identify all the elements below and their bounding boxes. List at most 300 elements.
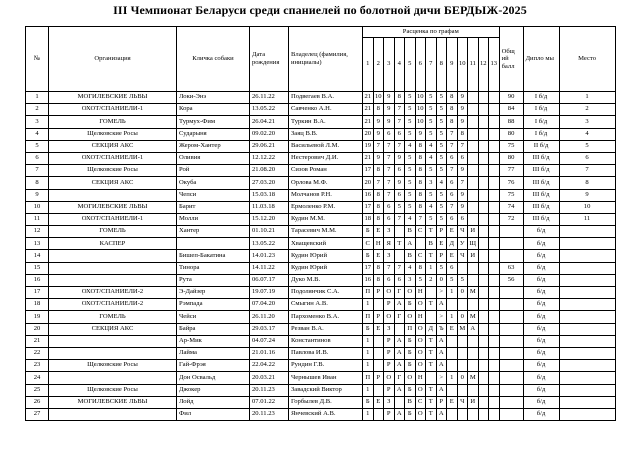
birth-date-cell: 09.02.20 bbox=[250, 128, 289, 140]
grid-score-cell bbox=[478, 226, 489, 238]
grid-score-cell: > bbox=[436, 311, 447, 323]
grid-score-cell bbox=[489, 116, 500, 128]
header-grid-scores: Расценка по графам bbox=[363, 27, 500, 38]
grid-score-cell: 5 bbox=[436, 201, 447, 213]
grid-score-cell: 5 bbox=[405, 152, 416, 164]
organization-cell bbox=[49, 335, 177, 347]
grid-score-cell: А bbox=[436, 360, 447, 372]
birth-date-cell: 20.11.23 bbox=[250, 408, 289, 420]
dog-name-cell: Байра bbox=[177, 323, 250, 335]
grid-score-cell bbox=[457, 299, 468, 311]
dog-name-cell: Барит bbox=[177, 201, 250, 213]
header-grid-col: 9 bbox=[447, 38, 458, 92]
organization-cell: Щелковские Росы bbox=[49, 384, 177, 396]
owner-cell: Павлова И.В. bbox=[289, 347, 363, 359]
grid-score-cell: 7 bbox=[447, 165, 458, 177]
diploma-cell: б/д bbox=[523, 262, 559, 274]
grid-score-cell: Б bbox=[405, 299, 416, 311]
birth-date-cell: 21.08.20 bbox=[250, 165, 289, 177]
total-score-cell: 77 bbox=[499, 165, 523, 177]
owner-cell: Тарасевич М.М. bbox=[289, 226, 363, 238]
grid-score-cell: 9 bbox=[384, 116, 395, 128]
grid-score-cell bbox=[478, 165, 489, 177]
row-number: 8 bbox=[26, 177, 49, 189]
grid-score-cell: 1 bbox=[363, 347, 374, 359]
grid-score-cell: 5 bbox=[436, 189, 447, 201]
grid-score-cell: П bbox=[363, 311, 374, 323]
grid-score-cell bbox=[468, 128, 479, 140]
grid-score-cell: 4 bbox=[405, 140, 416, 152]
grid-score-cell: 8 bbox=[447, 116, 458, 128]
grid-score-cell: 5 bbox=[405, 189, 416, 201]
grid-score-cell: > bbox=[436, 287, 447, 299]
owner-cell: Горбылев Д.В. bbox=[289, 396, 363, 408]
grid-score-cell: О bbox=[405, 287, 416, 299]
total-score-cell: 56 bbox=[499, 274, 523, 286]
grid-score-cell: 10 bbox=[415, 116, 426, 128]
grid-score-cell: 5 bbox=[436, 213, 447, 225]
table-row bbox=[26, 226, 616, 238]
grid-score-cell: 6 bbox=[384, 274, 395, 286]
grid-score-cell bbox=[468, 152, 479, 164]
grid-score-cell: Б bbox=[405, 384, 416, 396]
table-row bbox=[26, 384, 616, 396]
organization-cell bbox=[49, 347, 177, 359]
dog-name-cell: Гай-Фрэя bbox=[177, 360, 250, 372]
grid-score-cell bbox=[373, 360, 384, 372]
dog-name-cell: Чепси bbox=[177, 189, 250, 201]
grid-score-cell bbox=[468, 335, 479, 347]
grid-score-cell: 9 bbox=[415, 128, 426, 140]
grid-score-cell: З bbox=[384, 250, 395, 262]
total-score-cell: 63 bbox=[499, 262, 523, 274]
total-score-cell bbox=[499, 226, 523, 238]
grid-score-cell bbox=[394, 250, 405, 262]
owner-cell: Завадский Виктор bbox=[289, 384, 363, 396]
row-number: 19 bbox=[26, 311, 49, 323]
total-score-cell: 90 bbox=[499, 92, 523, 104]
grid-score-cell bbox=[489, 347, 500, 359]
header-num: № bbox=[26, 27, 49, 92]
organization-cell: СЕКЦИЯ АКС bbox=[49, 177, 177, 189]
grid-score-cell: Т bbox=[426, 250, 437, 262]
table-row bbox=[26, 128, 616, 140]
organization-cell: СЕКЦИЯ АКС bbox=[49, 140, 177, 152]
diploma-cell: II б/д bbox=[523, 140, 559, 152]
dog-name-cell: Рой bbox=[177, 165, 250, 177]
grid-score-cell bbox=[457, 360, 468, 372]
grid-score-cell: Б bbox=[363, 396, 374, 408]
header-grid-col: 3 bbox=[384, 38, 395, 92]
row-number: 13 bbox=[26, 238, 49, 250]
grid-score-cell: А bbox=[436, 335, 447, 347]
grid-score-cell bbox=[489, 226, 500, 238]
place-cell bbox=[559, 360, 615, 372]
grid-score-cell: Б bbox=[405, 360, 416, 372]
grid-score-cell: 8 bbox=[394, 92, 405, 104]
diploma-cell: б/д bbox=[523, 335, 559, 347]
birth-date-cell: 20.11.23 bbox=[250, 384, 289, 396]
grid-score-cell: А bbox=[394, 347, 405, 359]
header-diploma: Дипло мы bbox=[523, 27, 559, 92]
owner-cell: Молчанов Р.Н. bbox=[289, 189, 363, 201]
grid-score-cell: Т bbox=[426, 384, 437, 396]
grid-score-cell bbox=[447, 347, 458, 359]
birth-date-cell: 12.12.22 bbox=[250, 152, 289, 164]
header-grid-col: 1 bbox=[363, 38, 374, 92]
birth-date-cell: 22.04.22 bbox=[250, 360, 289, 372]
diploma-cell: б/д bbox=[523, 238, 559, 250]
grid-score-cell bbox=[468, 165, 479, 177]
row-number: 23 bbox=[26, 360, 49, 372]
row-number: 3 bbox=[26, 116, 49, 128]
row-number: 4 bbox=[26, 128, 49, 140]
place-cell bbox=[559, 347, 615, 359]
place-cell: 1 bbox=[559, 92, 615, 104]
table-row bbox=[26, 152, 616, 164]
table-row bbox=[26, 140, 616, 152]
grid-score-cell: 8 bbox=[415, 189, 426, 201]
grid-score-cell: 8 bbox=[415, 152, 426, 164]
grid-score-cell: Т bbox=[426, 299, 437, 311]
grid-score-cell: 21 bbox=[363, 92, 374, 104]
owner-cell: Орлова М.Ф. bbox=[289, 177, 363, 189]
grid-score-cell: 6 bbox=[447, 152, 458, 164]
grid-score-cell: 5 bbox=[426, 213, 437, 225]
grid-score-cell: 5 bbox=[426, 165, 437, 177]
place-cell bbox=[559, 262, 615, 274]
grid-score-cell bbox=[489, 396, 500, 408]
organization-cell bbox=[49, 408, 177, 420]
grid-score-cell bbox=[468, 274, 479, 286]
organization-cell: ОХОТ/СПАНИЕЛИ-2 bbox=[49, 287, 177, 299]
dog-name-cell: Локи-Энэ bbox=[177, 92, 250, 104]
birth-date-cell: 13.05.22 bbox=[250, 104, 289, 116]
owner-cell: Дуко М.В. bbox=[289, 274, 363, 286]
birth-date-cell: 01.10.21 bbox=[250, 226, 289, 238]
table-row bbox=[26, 104, 616, 116]
grid-score-cell bbox=[489, 238, 500, 250]
grid-score-cell: 7 bbox=[394, 262, 405, 274]
grid-score-cell: В bbox=[405, 226, 416, 238]
place-cell: 8 bbox=[559, 177, 615, 189]
grid-score-cell: А bbox=[394, 408, 405, 420]
grid-score-cell: 8 bbox=[373, 262, 384, 274]
table-row bbox=[26, 323, 616, 335]
grid-score-cell: 9 bbox=[394, 152, 405, 164]
table-row bbox=[26, 408, 616, 420]
grid-score-cell: З bbox=[384, 226, 395, 238]
grid-score-cell bbox=[468, 408, 479, 420]
grid-score-cell: 4 bbox=[426, 201, 437, 213]
place-cell bbox=[559, 287, 615, 299]
place-cell bbox=[559, 396, 615, 408]
grid-score-cell: 7 bbox=[384, 165, 395, 177]
grid-score-cell: > bbox=[436, 372, 447, 384]
grid-score-cell: 9 bbox=[384, 104, 395, 116]
grid-score-cell: Г bbox=[394, 287, 405, 299]
owner-cell: Резван В.А. bbox=[289, 323, 363, 335]
diploma-cell: I б/д bbox=[523, 104, 559, 116]
grid-score-cell: М bbox=[468, 311, 479, 323]
total-score-cell bbox=[499, 396, 523, 408]
total-score-cell bbox=[499, 347, 523, 359]
dog-name-cell: Сударыня bbox=[177, 128, 250, 140]
grid-score-cell: Ч bbox=[457, 396, 468, 408]
grid-score-cell: 7 bbox=[447, 140, 458, 152]
grid-score-cell: 8 bbox=[373, 189, 384, 201]
grid-score-cell: О bbox=[405, 311, 416, 323]
owner-cell: Рундин Г.В. bbox=[289, 360, 363, 372]
total-score-cell: 72 bbox=[499, 213, 523, 225]
diploma-cell: III б/д bbox=[523, 152, 559, 164]
diploma-cell: б/д bbox=[523, 274, 559, 286]
grid-score-cell: Т bbox=[426, 335, 437, 347]
diploma-cell: III б/д bbox=[523, 165, 559, 177]
dog-name-cell: Рута bbox=[177, 274, 250, 286]
grid-score-cell: С bbox=[363, 238, 374, 250]
total-score-cell: 74 bbox=[499, 201, 523, 213]
grid-score-cell: Е bbox=[373, 250, 384, 262]
grid-score-cell: 1 bbox=[447, 287, 458, 299]
grid-score-cell: Е bbox=[373, 323, 384, 335]
grid-score-cell: Ч bbox=[457, 250, 468, 262]
grid-score-cell: 17 bbox=[363, 201, 374, 213]
row-number: 11 bbox=[26, 213, 49, 225]
organization-cell: ОХОТ/СПАНИЕЛИ-1 bbox=[49, 213, 177, 225]
organization-cell: ОХОТ/СПАНИЕЛИ-2 bbox=[49, 299, 177, 311]
dog-name-cell bbox=[177, 238, 250, 250]
grid-score-cell: 10 bbox=[415, 92, 426, 104]
row-number: 14 bbox=[26, 250, 49, 262]
grid-score-cell: А bbox=[436, 384, 447, 396]
grid-score-cell: А bbox=[436, 408, 447, 420]
header-grid-col: 2 bbox=[373, 38, 384, 92]
grid-score-cell: 7 bbox=[394, 104, 405, 116]
header-place: Место bbox=[559, 27, 615, 92]
table-row bbox=[26, 311, 616, 323]
grid-score-cell: А bbox=[394, 299, 405, 311]
organization-cell bbox=[49, 372, 177, 384]
birth-date-cell: 29.06.21 bbox=[250, 140, 289, 152]
grid-score-cell: М bbox=[468, 287, 479, 299]
grid-score-cell: 5 bbox=[426, 116, 437, 128]
table-row bbox=[26, 372, 616, 384]
owner-cell: Кудин Юрий bbox=[289, 250, 363, 262]
grid-score-cell bbox=[468, 104, 479, 116]
owner-cell: Туркин В.А. bbox=[289, 116, 363, 128]
dog-name-cell: Хантер bbox=[177, 226, 250, 238]
grid-score-cell bbox=[489, 152, 500, 164]
grid-score-cell: 3 bbox=[426, 177, 437, 189]
grid-score-cell: М bbox=[468, 372, 479, 384]
grid-score-cell: 10 bbox=[373, 92, 384, 104]
header-grid-col: 5 bbox=[405, 38, 416, 92]
grid-score-cell: М bbox=[457, 323, 468, 335]
grid-score-cell: 8 bbox=[415, 262, 426, 274]
dog-name-cell: Оливия bbox=[177, 152, 250, 164]
grid-score-cell: 7 bbox=[384, 140, 395, 152]
grid-score-cell: 8 bbox=[373, 274, 384, 286]
dog-name-cell: Э-Дайзер bbox=[177, 287, 250, 299]
dog-name-cell: Ар-Мик bbox=[177, 335, 250, 347]
grid-score-cell: В bbox=[426, 238, 437, 250]
grid-score-cell bbox=[447, 408, 458, 420]
grid-score-cell: 5 bbox=[447, 274, 458, 286]
grid-score-cell: Б bbox=[405, 347, 416, 359]
grid-score-cell bbox=[489, 262, 500, 274]
diploma-cell: б/д bbox=[523, 299, 559, 311]
dog-name-cell: Молли bbox=[177, 213, 250, 225]
grid-score-cell: Я bbox=[384, 238, 395, 250]
birth-date-cell: 11.03.18 bbox=[250, 201, 289, 213]
grid-score-cell bbox=[457, 335, 468, 347]
total-score-cell bbox=[499, 360, 523, 372]
grid-score-cell bbox=[415, 238, 426, 250]
diploma-cell: б/д bbox=[523, 372, 559, 384]
owner-cell: Кудин М.М. bbox=[289, 213, 363, 225]
dog-name-cell: Тинора bbox=[177, 262, 250, 274]
grid-score-cell: 9 bbox=[457, 104, 468, 116]
table-row bbox=[26, 287, 616, 299]
row-number: 26 bbox=[26, 396, 49, 408]
grid-score-cell: Р bbox=[436, 226, 447, 238]
grid-score-cell bbox=[478, 372, 489, 384]
grid-score-cell: Щ bbox=[468, 238, 479, 250]
grid-score-cell bbox=[373, 299, 384, 311]
grid-score-cell: Р bbox=[384, 347, 395, 359]
grid-score-cell: 0 bbox=[436, 274, 447, 286]
grid-score-cell bbox=[468, 140, 479, 152]
grid-score-cell: 0 bbox=[457, 311, 468, 323]
grid-score-cell: 21 bbox=[363, 116, 374, 128]
owner-cell: Янчевский А.В. bbox=[289, 408, 363, 420]
row-number: 7 bbox=[26, 165, 49, 177]
grid-score-cell bbox=[457, 384, 468, 396]
grid-score-cell: Т bbox=[394, 238, 405, 250]
row-number: 5 bbox=[26, 140, 49, 152]
row-number: 2 bbox=[26, 104, 49, 116]
table-row bbox=[26, 274, 616, 286]
row-number: 1 bbox=[26, 92, 49, 104]
grid-score-cell: 6 bbox=[394, 274, 405, 286]
table-row bbox=[26, 92, 616, 104]
diploma-cell: б/д bbox=[523, 408, 559, 420]
grid-score-cell: С bbox=[415, 226, 426, 238]
table-row bbox=[26, 262, 616, 274]
dog-name-cell: Бишеп-Бакатина bbox=[177, 250, 250, 262]
header-organization: Организация bbox=[49, 27, 177, 92]
grid-score-cell: 8 bbox=[457, 128, 468, 140]
grid-score-cell: 8 bbox=[415, 140, 426, 152]
grid-score-cell bbox=[478, 287, 489, 299]
grid-score-cell bbox=[489, 92, 500, 104]
grid-score-cell: 7 bbox=[384, 262, 395, 274]
owner-cell: Константинов bbox=[289, 335, 363, 347]
grid-score-cell: 5 bbox=[426, 104, 437, 116]
grid-score-cell: Р bbox=[384, 299, 395, 311]
owner-cell: Кудин Юрий bbox=[289, 262, 363, 274]
organization-cell: МОГИЛЕВСКИЕ ЛЬВЫ bbox=[49, 92, 177, 104]
organization-cell: ОХОТ/СПАНИЕЛИ-1 bbox=[49, 152, 177, 164]
grid-score-cell: 7 bbox=[373, 177, 384, 189]
grid-score-cell: 6 bbox=[447, 262, 458, 274]
grid-score-cell bbox=[489, 177, 500, 189]
grid-score-cell bbox=[394, 396, 405, 408]
grid-score-cell: З bbox=[384, 396, 395, 408]
grid-score-cell: 7 bbox=[384, 189, 395, 201]
diploma-cell: III б/д bbox=[523, 213, 559, 225]
grid-score-cell bbox=[426, 311, 437, 323]
organization-cell: СЕКЦИЯ АКС bbox=[49, 323, 177, 335]
grid-score-cell: Р bbox=[436, 396, 447, 408]
grid-score-cell: Т bbox=[426, 408, 437, 420]
birth-date-cell: 13.05.22 bbox=[250, 238, 289, 250]
grid-score-cell: 5 bbox=[426, 128, 437, 140]
total-score-cell: 76 bbox=[499, 177, 523, 189]
grid-score-cell: 5 bbox=[405, 201, 416, 213]
grid-score-cell: Ч bbox=[457, 226, 468, 238]
birth-date-cell: 26.11.20 bbox=[250, 311, 289, 323]
grid-score-cell: О bbox=[405, 372, 416, 384]
row-number: 25 bbox=[26, 384, 49, 396]
table-row bbox=[26, 250, 616, 262]
grid-score-cell bbox=[489, 360, 500, 372]
diploma-cell: I б/д bbox=[523, 116, 559, 128]
diploma-cell: б/д bbox=[523, 360, 559, 372]
grid-score-cell: 1 bbox=[363, 360, 374, 372]
grid-score-cell: 5 bbox=[405, 165, 416, 177]
table-row bbox=[26, 116, 616, 128]
grid-score-cell: Д bbox=[447, 238, 458, 250]
grid-score-cell bbox=[489, 384, 500, 396]
dog-name-cell: Фил bbox=[177, 408, 250, 420]
grid-score-cell: И bbox=[468, 226, 479, 238]
grid-score-cell: 8 bbox=[415, 177, 426, 189]
table-row bbox=[26, 299, 616, 311]
grid-score-cell: 20 bbox=[363, 177, 374, 189]
grid-score-cell: 5 bbox=[436, 128, 447, 140]
grid-score-cell: 21 bbox=[363, 104, 374, 116]
dog-name-cell: Окуба bbox=[177, 177, 250, 189]
grid-score-cell: Е bbox=[436, 238, 447, 250]
grid-score-cell bbox=[457, 408, 468, 420]
row-number: 15 bbox=[26, 262, 49, 274]
grid-score-cell: А bbox=[394, 384, 405, 396]
grid-score-cell: 6 bbox=[394, 189, 405, 201]
diploma-cell: б/д bbox=[523, 250, 559, 262]
place-cell: 2 bbox=[559, 104, 615, 116]
grid-score-cell: С bbox=[415, 396, 426, 408]
place-cell: 7 bbox=[559, 165, 615, 177]
diploma-cell: б/д bbox=[523, 323, 559, 335]
header-grid-col: 8 bbox=[436, 38, 447, 92]
place-cell: 9 bbox=[559, 189, 615, 201]
grid-score-cell bbox=[489, 104, 500, 116]
grid-score-cell: В bbox=[405, 250, 416, 262]
header-grid-col: 12 bbox=[478, 38, 489, 92]
grid-score-cell: 20 bbox=[363, 128, 374, 140]
grid-score-cell: 7 bbox=[447, 201, 458, 213]
owner-cell: Нестерович Д.И. bbox=[289, 152, 363, 164]
header-owner: Владелец (фамилия, инициалы) bbox=[289, 27, 363, 92]
row-number: 24 bbox=[26, 372, 49, 384]
grid-score-cell: В bbox=[405, 396, 416, 408]
grid-score-cell: 5 bbox=[436, 104, 447, 116]
grid-score-cell bbox=[468, 299, 479, 311]
grid-score-cell: Т bbox=[426, 347, 437, 359]
grid-score-cell bbox=[478, 384, 489, 396]
